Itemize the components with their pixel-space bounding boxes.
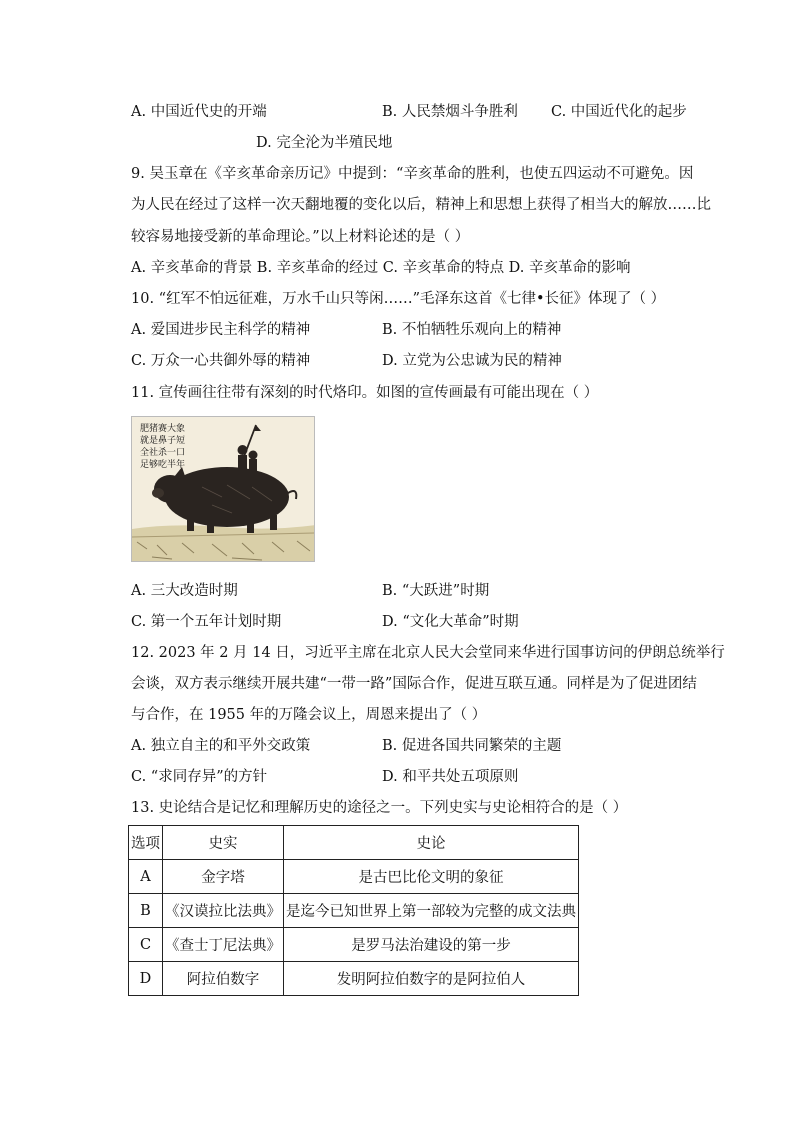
q12-option-d: D. 和平共处五项原则 (382, 769, 519, 785)
q10-option-d: D. 立党为公忠诚为民的精神 (382, 353, 562, 369)
q12-option-a: A. 独立自主的和平外交政策 (131, 738, 311, 754)
table-cell: D (129, 962, 163, 996)
table-cell: A (129, 860, 163, 894)
q9-stem-line: 较容易地接受新的革命理论。”以上材料论述的是（ ） (131, 229, 470, 245)
poster-caption-line: 就是鼻子短 (140, 436, 186, 446)
q11-option-c: C. 第一个五年计划时期 (131, 614, 282, 630)
q12-stem-line: 会谈，双方表示继续开展共建“一带一路”国际合作，促进互联互通。同样是为了促进团结 (131, 676, 697, 692)
q11-stem: 11. 宣传画往往带有深刻的时代烙印。如图的宣传画最有可能出现在（ ） (131, 385, 599, 401)
table-cell: 《汉谟拉比法典》 (163, 894, 284, 928)
q9-stem-line: 为人民在经过了这样一次天翻地覆的变化以后，精神上和思想上获得了相当大的解放……比 (131, 197, 711, 213)
table-cell: C (129, 928, 163, 962)
poster-caption-line: 肥猪赛大象 (140, 424, 186, 434)
table-header-cell: 史实 (163, 826, 284, 860)
q8-option-b: B. 人民禁烟斗争胜利 (382, 104, 518, 120)
table-cell: 金字塔 (163, 860, 284, 894)
q13-stem: 13. 史论结合是记忆和理解历史的途径之一。下列史实与史论相符合的是（ ） (131, 800, 628, 816)
q10-option-c: C. 万众一心共御外辱的精神 (131, 353, 311, 369)
table-header-row (129, 826, 579, 860)
poster-caption-line: 全社杀一口 (140, 448, 186, 458)
table-cell: 是迄今已知世界上第一部较为完整的成文法典 (284, 894, 579, 928)
table-cell: 阿拉伯数字 (163, 962, 284, 996)
table-cell: 是罗马法治建设的第一步 (284, 928, 579, 962)
propaganda-poster-image (131, 416, 315, 562)
q11-option-d: D. “文化大革命”时期 (382, 614, 519, 630)
table-row (129, 962, 579, 996)
q10-stem: 10. “红军不怕远征难，万水千山只等闲……”毛泽东这首《七律•长征》体现了（ ） (131, 291, 666, 307)
table-row (129, 894, 579, 928)
q10-option-b: B. 不怕牺牲乐观向上的精神 (382, 322, 562, 338)
q10-option-a: A. 爱国进步民主科学的精神 (131, 322, 311, 338)
table-header-cell: 选项 (129, 826, 163, 860)
q11-option-a: A. 三大改造时期 (131, 583, 238, 599)
q12-stem-line: 与合作，在 1955 年的万隆会议上，周恩来提出了（ ） (131, 707, 487, 723)
q11-option-b: B. “大跃进”时期 (382, 583, 490, 599)
q8-option-a: A. 中国近代史的开端 (131, 104, 267, 120)
comparison-table (128, 825, 579, 996)
q12-option-b: B. 促进各国共同繁荣的主题 (382, 738, 562, 754)
table-cell: B (129, 894, 163, 928)
q9-options: A. 辛亥革命的背景 B. 辛亥革命的经过 C. 辛亥革命的特点 D. 辛亥革命的影响 (131, 260, 631, 276)
q9-stem-line: 9. 吴玉章在《辛亥革命亲历记》中提到：“辛亥革命的胜利，也使五四运动不可避免。因 (131, 166, 694, 182)
table-header-cell: 史论 (284, 826, 579, 860)
q12-stem-line: 12. 2023 年 2 月 14 日，习近平主席在北京人民大会堂同来华进行国事访问的伊朗总统举行 (131, 645, 725, 661)
table-cell: 是古巴比伦文明的象征 (284, 860, 579, 894)
table-row (129, 860, 579, 894)
q8-option-d: D. 完全沦为半殖民地 (256, 135, 393, 151)
table-cell: 发明阿拉伯数字的是阿拉伯人 (284, 962, 579, 996)
poster-caption-line: 足够吃半年 (140, 460, 186, 470)
table-row (129, 928, 579, 962)
poster-illustration (132, 417, 315, 562)
q12-option-c: C. “求同存异”的方针 (131, 769, 268, 785)
q8-option-c: C. 中国近代化的起步 (551, 104, 687, 120)
table-cell: 《查士丁尼法典》 (163, 928, 284, 962)
